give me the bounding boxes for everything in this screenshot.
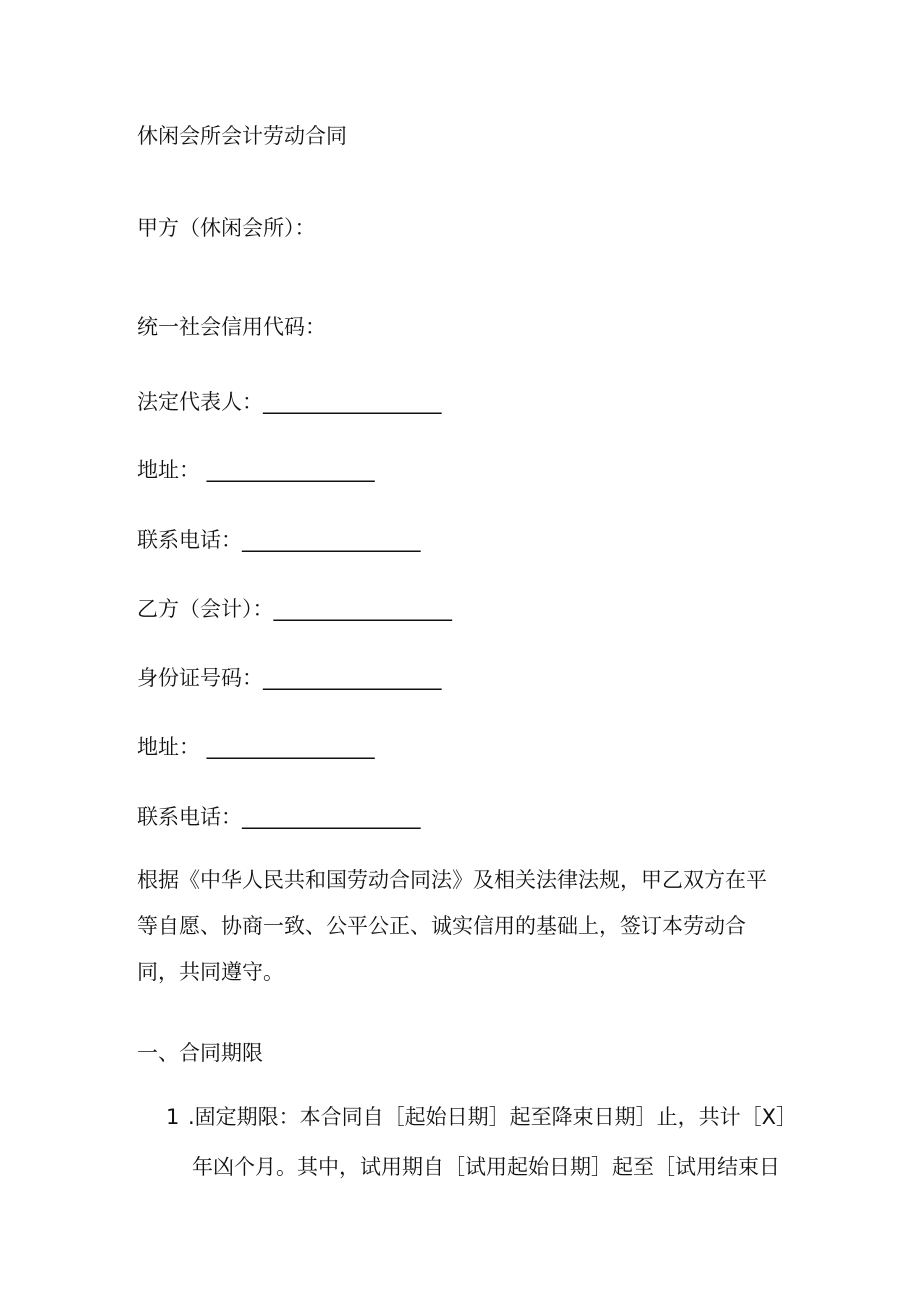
party-a-label: 甲方（休闲会所）：	[137, 216, 316, 240]
legal-representative-field: 法定代表人：_________________	[137, 390, 442, 414]
document-title: 休闲会所会计劳动合同	[137, 124, 347, 148]
clause-item-1-line1	[166, 1092, 798, 1142]
party-a-phone-field: 联系电话：_________________	[137, 528, 421, 552]
clause-item-1	[166, 1092, 798, 1192]
clause-item-1-text: .固定期限：本合同自［起始日期］起至降束日期］止，共计［X］	[188, 1105, 798, 1129]
section-heading-term: 一、合同期限	[137, 1041, 263, 1065]
clause-item-1-number: 1	[166, 1105, 180, 1129]
party-b-label: 乙方（会计）：_________________	[137, 597, 452, 621]
preamble-paragraph: 根据《中华人民共和国劳动合同法》及相关法律法规，甲乙双方在平等自愿、协商一致、公平公正、诚实信用的基础上，签订本劳动合同，共同遵守。	[137, 868, 767, 984]
clause-item-1-line2: 年凶个月。其中，试用期自［试用起始日期］起至［试用结束日	[192, 1155, 780, 1179]
id-number-field: 身份证号码：_________________	[137, 666, 442, 690]
party-b-phone-field: 联系电话：_________________	[137, 805, 421, 829]
party-b-address-field: 地址： ________________	[137, 735, 375, 759]
credit-code-label: 统一社会信用代码：	[137, 315, 326, 339]
party-a-address-field: 地址： ________________	[137, 458, 375, 482]
